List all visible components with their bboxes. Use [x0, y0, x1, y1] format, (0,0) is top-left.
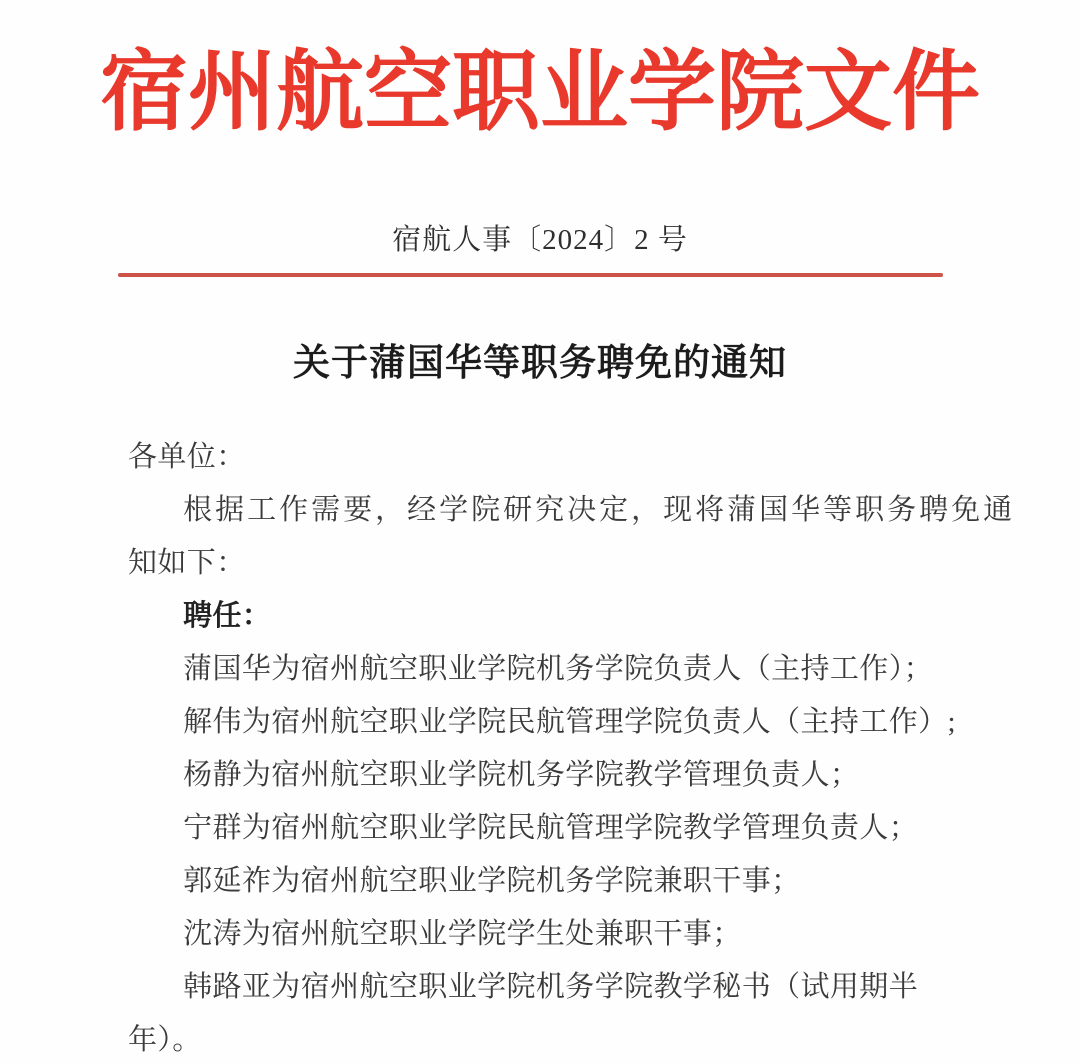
- body-line: 聘任：: [183, 600, 272, 632]
- document-title: 关于蒲国华等职务聘免的通知: [293, 342, 787, 383]
- body-line: 年）。: [128, 1024, 202, 1056]
- document-number: 宿航人事〔2024〕2 号: [392, 224, 688, 256]
- body-line: 蒲国华为宿州航空职业学院机务学院负责人（主持工作）；: [183, 653, 933, 685]
- body-line: 宁群为宿州航空职业学院民航管理学院教学管理负责人；: [183, 812, 919, 844]
- body-line: 沈涛为宿州航空职业学院学生处兼职干事；: [183, 918, 742, 950]
- body-line: 知如下：: [128, 547, 246, 579]
- body-line: 解伟为宿州航空职业学院民航管理学院负责人（主持工作）;: [183, 706, 956, 738]
- body-line: 郭延祚为宿州航空职业学院机务学院兼职干事；: [183, 865, 801, 897]
- body-line: 各单位：: [128, 441, 246, 473]
- document-body: [128, 431, 1016, 1063]
- body-line: 韩路亚为宿州航空职业学院机务学院教学秘书（试用期半: [183, 971, 919, 1003]
- red-divider-line: [118, 273, 943, 277]
- body-line: 杨静为宿州航空职业学院机务学院教学管理负责人；: [183, 759, 860, 791]
- body-line: 根据工作需要，经学院研究决定，现将蒲国华等职务聘免通: [183, 494, 1016, 526]
- document-header-title: 宿州航空职业学院文件: [99, 45, 980, 142]
